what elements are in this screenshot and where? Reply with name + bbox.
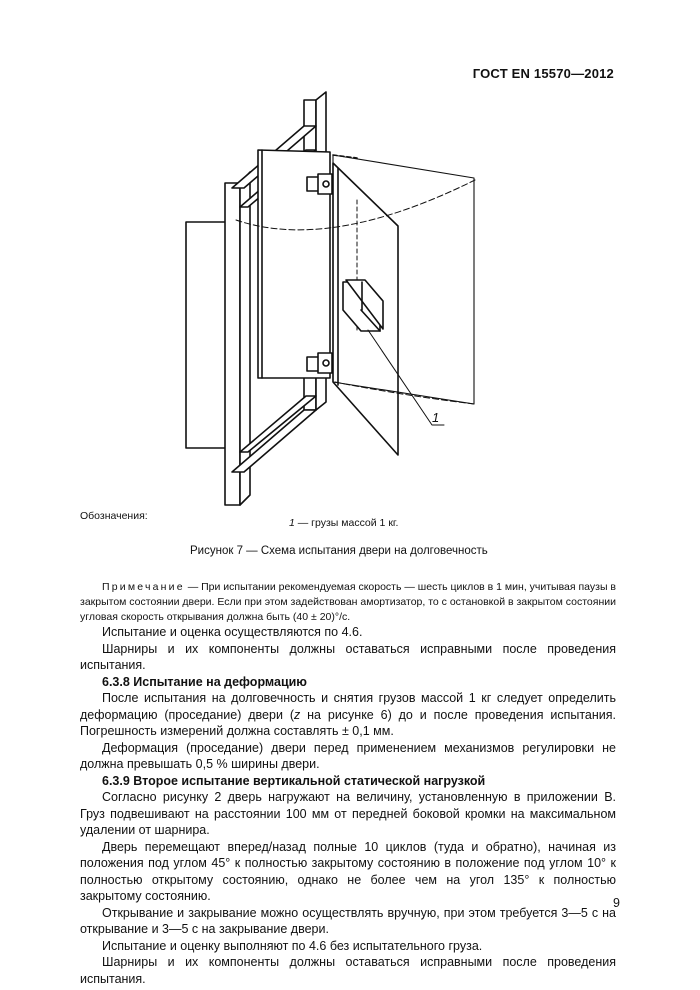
paragraph: Шарниры и их компоненты должны оставаться исправными после проведения испытания. <box>80 955 616 986</box>
paragraph: Открывание и закрывание можно осуществлять вручную, при этом требуется 3—5 с на открывание и 3—5 с на закрывание двери. <box>80 905 616 936</box>
note-label: Примечание <box>102 581 185 593</box>
door-test-figure <box>170 90 510 520</box>
text-run: После испытания на долговечность и снятия грузов массой 1 кг следует определить деформацию (проседание) двери ( <box>80 691 616 722</box>
hinge-top <box>307 174 332 194</box>
legend-item-number: 1 <box>289 517 295 529</box>
standard-header: ГОСТ EN 15570—2012 <box>472 66 614 81</box>
text-run: на рисунке 6) до и после проведения испытания. Погрешность измерений должна составлять ± 0,1 мм. <box>80 707 616 738</box>
text-run: z <box>294 707 301 722</box>
page-number: 9 <box>613 896 620 910</box>
paragraph: Испытание и оценка осуществляются по 4.6. <box>102 625 363 639</box>
front-post <box>225 183 240 505</box>
legend-item-text: — грузы массой 1 кг. <box>294 517 399 529</box>
body-text <box>80 624 616 987</box>
legend-title: Обозначения: <box>80 510 148 522</box>
paragraph: Испытание и оценку выполняют по 4.6 без испытательного груза. <box>102 938 483 953</box>
note-block <box>80 580 616 625</box>
figure-caption: Рисунок 7 — Схема испытания двери на долговечность <box>190 545 488 557</box>
callout-label: 1 <box>432 410 440 425</box>
section-heading-638: 6.3.8 Испытание на деформацию <box>102 674 307 689</box>
paragraph <box>80 690 616 740</box>
paragraph: Дверь перемещают вперед/назад полные 10 циклов (туда и обратно), начиная из положения под углом 45° к полностью закрытому состоянию в положение под углом 10° к полностью открытому состоянию, однако не более чем на угол 135° к полностью закрытому состоянию. <box>80 839 616 903</box>
note-text: — При испытании рекомендуемая скорость — шесть циклов в 1 мин, учитывая паузы в закрытом состоянии двери. Если при этом задействован амортизатор, то с остановкой в закрытом состоянии угловая скорость открывания должна быть (40 ± 20)°/с. <box>80 581 617 623</box>
paragraph: Шарниры и их компоненты должны оставаться исправными после проведения испытания. <box>80 641 616 672</box>
paragraph: Согласно рисунку 2 дверь нагружают на величину, установленную в приложении В. Груз подвешивают на расстоянии 100 мм от передней боковой кромки на максимальном удалении от шарнира. <box>80 790 616 837</box>
section-heading-639: 6.3.9 Второе испытание вертикальной статической нагрузкой <box>102 773 486 788</box>
legend-item <box>289 517 398 529</box>
paragraph: Деформация (проседание) двери перед применением механизмов регулировки не должна превышать 0,5 % ширины двери. <box>80 740 616 771</box>
